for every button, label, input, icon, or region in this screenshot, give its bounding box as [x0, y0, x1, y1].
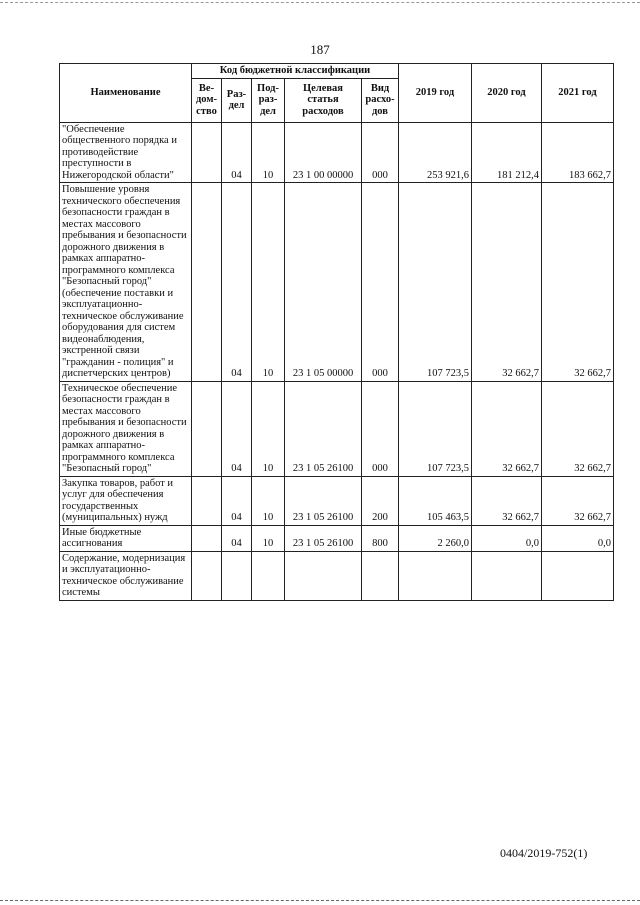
row-celevaya: 23 1 00 00000	[285, 122, 362, 183]
row-2021: 32 662,7	[542, 183, 614, 382]
row-podrazdel: 10	[252, 183, 285, 382]
row-2020: 0,0	[472, 525, 542, 551]
row-celevaya: 23 1 05 26100	[285, 381, 362, 476]
row-podrazdel: 10	[252, 525, 285, 551]
row-2021: 0,0	[542, 525, 614, 551]
row-vedomstvo	[192, 551, 222, 600]
row-2021	[542, 551, 614, 600]
row-celevaya: 23 1 05 26100	[285, 476, 362, 525]
row-podrazdel: 10	[252, 381, 285, 476]
header-vid: Вид расхо-дов	[362, 78, 399, 122]
row-razdel	[222, 551, 252, 600]
budget-table	[59, 63, 614, 601]
scan-edge-top	[0, 2, 640, 3]
header-podrazdel: Под-раз-дел	[252, 78, 285, 122]
row-2020: 32 662,7	[472, 183, 542, 382]
header-celevaya: Целевая статья расходов	[285, 78, 362, 122]
row-name: Закупка товаров, работ и услуг для обеспечения государственных (муниципальных) нужд	[60, 476, 192, 525]
row-name: "Обеспечение общественного порядка и противодействие преступности в Нижегородской области"	[60, 122, 192, 183]
header-2021: 2021 год	[542, 64, 614, 123]
table-row	[60, 122, 614, 183]
row-name: Иные бюджетные ассигнования	[60, 525, 192, 551]
header-name: Наименование	[60, 64, 192, 123]
row-2019: 107 723,5	[399, 381, 472, 476]
row-celevaya: 23 1 05 00000	[285, 183, 362, 382]
page-number: 187	[310, 42, 330, 57]
header-razdel: Раз-дел	[222, 78, 252, 122]
row-vid: 800	[362, 525, 399, 551]
row-razdel: 04	[222, 476, 252, 525]
row-vid: 000	[362, 381, 399, 476]
header-2020: 2020 год	[472, 64, 542, 123]
row-name: Повышение уровня технического обеспечения безопасности граждан в местах массового пребывания и безопасности дорожного движения в рамках аппаратно-программного комплекса "Безопасный город" (обеспечение поставки и эксплуатационно-техническое обслуживание оборудования для систем видеонаблюдения, экстренной связи "гражданин - полиция" и диспетчерских центров)	[60, 183, 192, 382]
row-razdel: 04	[222, 122, 252, 183]
row-2020: 181 212,4	[472, 122, 542, 183]
row-celevaya	[285, 551, 362, 600]
row-vedomstvo	[192, 122, 222, 183]
header-2019: 2019 год	[399, 64, 472, 123]
table-row	[60, 381, 614, 476]
row-2019: 105 463,5	[399, 476, 472, 525]
header-vedomstvo: Ве-дом-ство	[192, 78, 222, 122]
row-vid: 000	[362, 183, 399, 382]
row-name: Техническое обеспечение безопасности граждан в местах массового пребывания и безопасности дорожного движения в рамках аппаратно-программного комплекса "Безопасный город"	[60, 381, 192, 476]
row-razdel: 04	[222, 381, 252, 476]
row-vid	[362, 551, 399, 600]
row-vid: 000	[362, 122, 399, 183]
row-2020: 32 662,7	[472, 476, 542, 525]
row-razdel: 04	[222, 525, 252, 551]
row-2020	[472, 551, 542, 600]
document-number: 0404/2019-752(1)	[500, 846, 588, 860]
table-row	[60, 525, 614, 551]
row-2019	[399, 551, 472, 600]
row-2019: 2 260,0	[399, 525, 472, 551]
row-2020: 32 662,7	[472, 381, 542, 476]
table-row	[60, 551, 614, 600]
table-row	[60, 476, 614, 525]
row-razdel: 04	[222, 183, 252, 382]
row-podrazdel: 10	[252, 122, 285, 183]
row-podrazdel: 10	[252, 476, 285, 525]
row-2019: 107 723,5	[399, 183, 472, 382]
row-name: Содержание, модернизация и эксплуатационно-техническое обслуживание системы	[60, 551, 192, 600]
row-2021: 32 662,7	[542, 381, 614, 476]
row-podrazdel	[252, 551, 285, 600]
row-2021: 183 662,7	[542, 122, 614, 183]
row-vedomstvo	[192, 381, 222, 476]
row-celevaya: 23 1 05 26100	[285, 525, 362, 551]
table-row	[60, 183, 614, 382]
header-code-group: Код бюджетной классификации	[192, 64, 399, 79]
row-2019: 253 921,6	[399, 122, 472, 183]
row-vedomstvo	[192, 525, 222, 551]
row-vedomstvo	[192, 183, 222, 382]
scan-edge-bottom	[0, 900, 640, 901]
row-vedomstvo	[192, 476, 222, 525]
row-vid: 200	[362, 476, 399, 525]
row-2021: 32 662,7	[542, 476, 614, 525]
